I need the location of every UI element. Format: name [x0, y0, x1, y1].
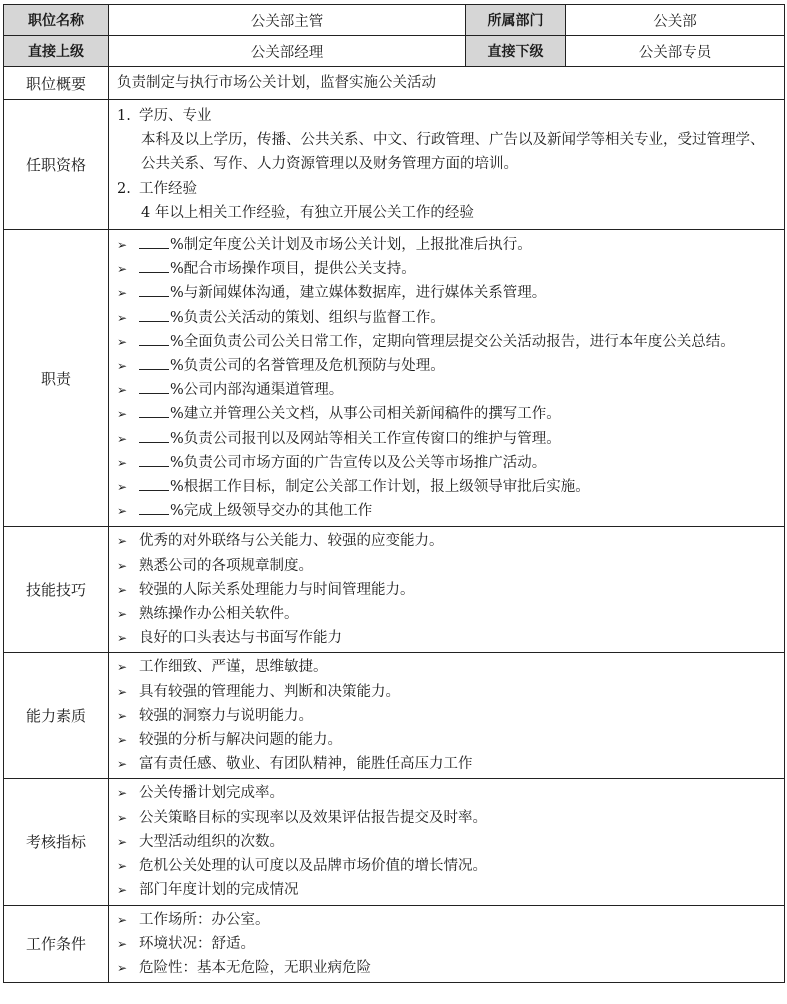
arrow-bullet-icon: ➢	[117, 359, 128, 374]
duty-item	[117, 330, 778, 354]
arrow-bullet-icon: ➢	[117, 883, 128, 898]
duty-item	[117, 475, 778, 499]
duties-list	[117, 233, 778, 523]
list-item-text: 较强的分析与解决问题的能力。	[139, 732, 342, 749]
arrow-bullet-icon: ➢	[117, 534, 128, 549]
duty-text: %建立并管理公关文档，从事公司相关新闻稿件的撰写工作。	[170, 406, 561, 423]
position-title-value: 公关部主管	[109, 5, 466, 36]
list-item	[117, 878, 778, 902]
list-item-text: 富有责任感、敬业、有团队精神，能胜任高压力工作	[139, 756, 473, 773]
overview-label: 职位概要	[4, 67, 109, 100]
qualification-item-1-number: 1.	[117, 108, 131, 124]
department-value: 公关部	[566, 5, 785, 36]
percentage-blank	[139, 333, 169, 346]
abilities-list	[117, 655, 778, 776]
duty-item	[117, 451, 778, 475]
qualifications-cell	[109, 100, 785, 230]
qualification-item-2-detail: 4 年以上相关工作经验，有独立开展公关工作的经验	[141, 204, 474, 221]
percentage-blank	[139, 454, 169, 467]
list-item	[117, 626, 778, 650]
list-item	[117, 680, 778, 704]
list-item-text: 较强的洞察力与说明能力。	[139, 707, 313, 724]
list-item-text: 优秀的对外联络与公关能力、较强的应变能力。	[139, 533, 444, 550]
conditions-cell	[109, 905, 785, 983]
qualification-item-2-title: 工作经验	[139, 180, 197, 197]
duty-text: %公司内部沟通渠道管理。	[170, 382, 344, 399]
header-row-1	[4, 5, 785, 36]
arrow-bullet-icon: ➢	[117, 262, 128, 277]
duty-text: %完成上级领导交办的其他工作	[170, 503, 373, 520]
list-item-text: 熟练操作办公相关软件。	[139, 606, 299, 623]
arrow-bullet-icon: ➢	[117, 733, 128, 748]
list-item-text: 较强的人际关系处理能力与时间管理能力。	[139, 581, 415, 598]
job-description-sheet	[3, 4, 784, 983]
duty-text: %负责公司市场方面的广告宣传以及公关等市场推广活动。	[170, 454, 547, 471]
list-item	[117, 602, 778, 626]
duty-item	[117, 378, 778, 402]
list-item-text: 工作场所：办公室。	[139, 911, 270, 928]
skills-cell	[109, 527, 785, 653]
direct-superior-label: 直接上级	[4, 36, 109, 67]
duty-text: %制定年度公关计划及市场公关计划，上报批准后执行。	[170, 237, 532, 254]
qualification-item-1-title: 学历、专业	[139, 108, 212, 124]
duty-text: %全面负责公司公关日常工作，定期向管理层提交公关活动报告，进行本年度公关总结。	[170, 333, 735, 350]
direct-superior-value: 公关部经理	[109, 36, 466, 67]
skills-list	[117, 529, 778, 650]
list-item	[117, 655, 778, 679]
percentage-blank	[139, 502, 169, 515]
qualification-item-2-number: 2.	[117, 180, 131, 197]
percentage-blank	[139, 405, 169, 418]
list-item-text: 工作细致、严谨，思维敏捷。	[139, 659, 328, 676]
direct-subordinate-label: 直接下级	[466, 36, 566, 67]
qualifications-label: 任职资格	[4, 100, 109, 230]
arrow-bullet-icon: ➢	[117, 504, 128, 519]
percentage-blank	[139, 381, 169, 394]
percentage-blank	[139, 309, 169, 322]
arrow-bullet-icon: ➢	[117, 936, 128, 951]
arrow-bullet-icon: ➢	[117, 334, 128, 349]
list-item	[117, 554, 778, 578]
skills-label: 技能技巧	[4, 527, 109, 653]
list-item	[117, 704, 778, 728]
arrow-bullet-icon: ➢	[117, 582, 128, 597]
kpi-row	[4, 779, 785, 905]
kpi-label: 考核指标	[4, 779, 109, 905]
arrow-bullet-icon: ➢	[117, 708, 128, 723]
duty-item	[117, 402, 778, 426]
kpi-cell	[109, 779, 785, 905]
list-item-text: 公关策略目标的实现率以及效果评估报告提交及时率。	[139, 809, 487, 826]
arrow-bullet-icon: ➢	[117, 912, 128, 927]
duty-item	[117, 499, 778, 523]
conditions-list	[117, 908, 778, 981]
list-item-text: 具有较强的管理能力、判断和决策能力。	[139, 683, 400, 700]
percentage-blank	[139, 430, 169, 443]
arrow-bullet-icon: ➢	[117, 631, 128, 646]
percentage-blank	[139, 236, 169, 249]
abilities-label: 能力素质	[4, 653, 109, 779]
list-item-text: 熟悉公司的各项规章制度。	[139, 557, 313, 574]
duty-item	[117, 233, 778, 257]
header-row-2	[4, 36, 785, 67]
overview-cell	[109, 67, 785, 100]
qualification-item-2-title-line	[117, 177, 778, 201]
arrow-bullet-icon: ➢	[117, 286, 128, 301]
arrow-bullet-icon: ➢	[117, 455, 128, 470]
list-item	[117, 781, 778, 805]
duty-text: %负责公司的名誉管理及危机预防与处理。	[170, 358, 445, 375]
list-item	[117, 578, 778, 602]
duty-item	[117, 427, 778, 451]
duties-cell	[109, 230, 785, 527]
arrow-bullet-icon: ➢	[117, 431, 128, 446]
arrow-bullet-icon: ➢	[117, 810, 128, 825]
list-item	[117, 956, 778, 980]
overview-row	[4, 67, 785, 100]
list-item	[117, 529, 778, 553]
skills-row	[4, 527, 785, 653]
arrow-bullet-icon: ➢	[117, 558, 128, 573]
arrow-bullet-icon: ➢	[117, 660, 128, 675]
arrow-bullet-icon: ➢	[117, 757, 128, 772]
duty-text: %负责公关活动的策划、组织与监督工作。	[170, 309, 445, 326]
qualifications-row	[4, 100, 785, 230]
list-item-text: 公关传播计划完成率。	[139, 785, 284, 802]
percentage-blank	[139, 478, 169, 491]
arrow-bullet-icon: ➢	[117, 238, 128, 253]
percentage-blank	[139, 357, 169, 370]
arrow-bullet-icon: ➢	[117, 310, 128, 325]
list-item	[117, 932, 778, 956]
qualification-item-1-title-line	[117, 104, 778, 128]
list-item-text: 危机公关处理的认可度以及品牌市场价值的增长情况。	[139, 858, 487, 875]
kpi-list	[117, 781, 778, 902]
duties-row	[4, 230, 785, 527]
list-item	[117, 854, 778, 878]
arrow-bullet-icon: ➢	[117, 480, 128, 495]
abilities-row	[4, 653, 785, 779]
overview-text: 负责制定与执行市场公关计划，监督实施公关活动	[117, 74, 436, 91]
job-description-table	[3, 4, 785, 983]
position-title-label: 职位名称	[4, 5, 109, 36]
duties-label: 职责	[4, 230, 109, 527]
list-item-text: 良好的口头表达与书面写作能力	[139, 630, 342, 647]
list-item	[117, 908, 778, 932]
duty-item	[117, 354, 778, 378]
list-item-text: 部门年度计划的完成情况	[139, 882, 299, 899]
list-item-text: 环境状况：舒适。	[139, 935, 255, 952]
duty-item	[117, 257, 778, 281]
list-item	[117, 806, 778, 830]
list-item	[117, 830, 778, 854]
percentage-blank	[139, 284, 169, 297]
qualification-item-1-detail: 本科及以上学历，传播、公共关系、中文、行政管理、广告以及新闻学等相关专业，受过管理学、公共关系、写作、人力资源管理以及财务管理方面的培训。	[141, 132, 765, 173]
conditions-label: 工作条件	[4, 905, 109, 983]
arrow-bullet-icon: ➢	[117, 684, 128, 699]
arrow-bullet-icon: ➢	[117, 407, 128, 422]
duty-text: %配合市场操作项目，提供公关支持。	[170, 261, 416, 278]
abilities-cell	[109, 653, 785, 779]
arrow-bullet-icon: ➢	[117, 786, 128, 801]
arrow-bullet-icon: ➢	[117, 607, 128, 622]
list-item-text: 危险性：基本无危险，无职业病危险	[139, 959, 371, 976]
arrow-bullet-icon: ➢	[117, 834, 128, 849]
duty-item	[117, 281, 778, 305]
department-label: 所属部门	[466, 5, 566, 36]
list-item-text: 大型活动组织的次数。	[139, 833, 284, 850]
direct-subordinate-value: 公关部专员	[566, 36, 785, 67]
arrow-bullet-icon: ➢	[117, 960, 128, 975]
arrow-bullet-icon: ➢	[117, 859, 128, 874]
arrow-bullet-icon: ➢	[117, 383, 128, 398]
conditions-row	[4, 905, 785, 983]
list-item	[117, 728, 778, 752]
duty-item	[117, 306, 778, 330]
duty-text: %根据工作目标，制定公关部工作计划，报上级领导审批后实施。	[170, 479, 590, 496]
percentage-blank	[139, 260, 169, 273]
duty-text: %负责公司报刊以及网站等相关工作宣传窗口的维护与管理。	[170, 430, 561, 447]
list-item	[117, 752, 778, 776]
duty-text: %与新闻媒体沟通，建立媒体数据库，进行媒体关系管理。	[170, 285, 547, 302]
